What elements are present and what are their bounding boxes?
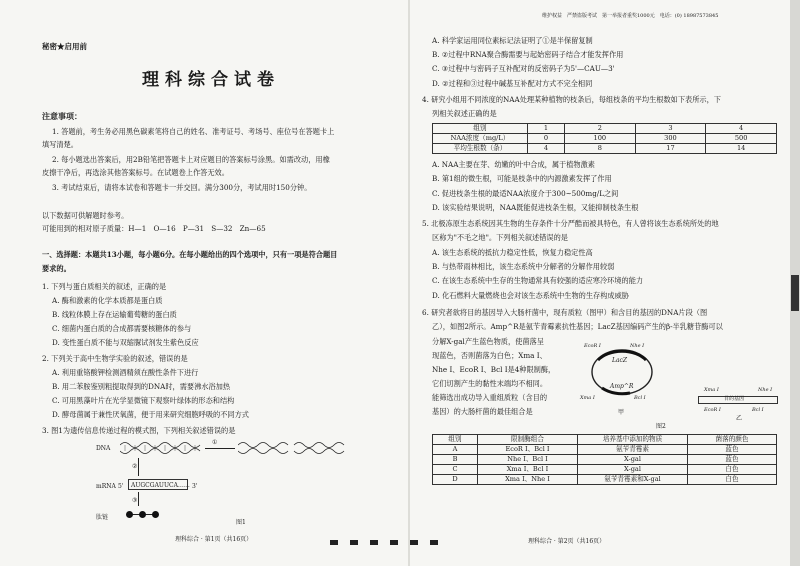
question-3: 3. 图1为遗传信息传递过程的模式图，下列相关叙述错误的是 [42, 426, 236, 435]
amp-label: Amp^R [610, 383, 634, 390]
table-cell: 组别 [433, 124, 528, 134]
scan-mark [350, 540, 358, 545]
dna-copies [238, 440, 348, 458]
notice-line: 1. 答题前，考生务必用黑色碳素笔将自己的姓名、准考证号、考场号、座位号在答题卡上 [52, 127, 335, 136]
table-cell: 平均生根数（条） [433, 144, 528, 154]
notice-line: 2. 每小题选出答案后，用2B铅笔把答题卡上对应题目的答案标号涂黑。如需改动，用橡 [52, 155, 330, 164]
dna-double-helix [120, 440, 202, 458]
table-cell: 0 [528, 134, 565, 144]
table-cell: 2 [564, 124, 635, 134]
question-5: 5. 北极冻原生态系统因其生物的生存条件十分严酷而被具特色，有人曾将该生态系统所处的地 [422, 219, 719, 228]
arrow-label-2: ② [132, 463, 138, 470]
question-4: 4. 研究小组用不同浓度的NAA处理某种植物的枝条后，每组枝条的平均生根数如下表所示，下 [422, 95, 721, 104]
table-cell: 组别 [433, 435, 478, 445]
notice-line: 3. 考试结束后，请将本试卷和答题卡一并交回。满分300分，考试用时150分钟。 [52, 183, 312, 192]
table-cell: 14 [706, 144, 777, 154]
figure-2-caption: 图2 [656, 423, 666, 430]
table-row [433, 144, 777, 154]
notice-line: 皮擦干净后，再选涂其他答案标号。在试题卷上作答无效。 [42, 168, 229, 177]
question-6-cont: Nhe Ⅰ、EcoR Ⅰ、Bcl Ⅰ是4种限制酶， [432, 365, 556, 374]
target-gene-label: 目的基因 [724, 396, 745, 402]
option: B. 与热带雨林相比，该生态系统中分解者的分解作用较弱 [432, 262, 615, 271]
table-row [433, 134, 777, 144]
table-row [433, 435, 777, 445]
table-cell: Xma Ⅰ、Bcl Ⅰ [478, 465, 578, 475]
confidential-mark: 秘密★启用前 [42, 42, 87, 51]
figure-1-caption: 图1 [236, 519, 246, 526]
ecor-site: EcoR Ⅰ [584, 343, 601, 349]
xma-site: Xma Ⅰ [580, 395, 595, 401]
figure-2 [580, 340, 786, 422]
question-6: 6. 研究者欲将目的基因导入大肠杆菌中，现有质粒（图甲）和含目的基因的DNA片段（图 [422, 308, 708, 317]
question-6-cont: 现蓝色，否则菌落为白色；Xma Ⅰ、 [432, 351, 547, 360]
arrow-label-3: ③ [132, 497, 138, 504]
edge-tab [791, 275, 799, 311]
table-cell: Xma Ⅰ、Nhe Ⅰ [478, 475, 578, 485]
scan-mark [330, 540, 338, 545]
table-cell: 500 [706, 134, 777, 144]
option: C. 可用黑藻叶片在光学显微镜下观察叶绿体的形态和结构 [52, 396, 235, 405]
question-6-cont: 它们切割产生的黏性末端均不相同。 [432, 379, 548, 388]
table-cell: 4 [706, 124, 777, 134]
arrow-2 [138, 458, 139, 476]
option: C. 细菌内蛋白质的合成都需要核糖体的参与 [52, 324, 192, 333]
table-cell: 300 [635, 134, 706, 144]
table-cell: 17 [635, 144, 706, 154]
xma-site-target: Xma Ⅰ [704, 387, 719, 393]
nhe-site: Nhe Ⅰ [630, 343, 645, 349]
scan-mark [390, 540, 398, 545]
enzyme-table [432, 434, 777, 485]
table-cell: 氨苄青霉素 [578, 445, 688, 455]
section-heading: 要求的。 [42, 264, 71, 273]
option: A. NAA主要在芽、幼嫩的叶中合成，属于植物激素 [432, 160, 595, 169]
bcl-site: Bcl Ⅰ [634, 395, 646, 401]
fragment-caption: 乙 [736, 415, 743, 422]
table-cell: X-gal [578, 465, 688, 475]
question-6-cont: 乙），如图2所示。Amp^R是氨苄青霉素抗性基因；LacZ基因编码产生的β-半乳糖苷酶可以 [432, 322, 723, 331]
table-cell: 氨苄青霉素和X-gal [578, 475, 688, 485]
arrow-3 [138, 492, 139, 506]
question-6-cont: 基因）的大肠杆菌的最佳组合是 [432, 407, 533, 416]
table-row [433, 455, 777, 465]
table-row [433, 124, 777, 134]
table-cell: 白色 [688, 475, 777, 485]
atomic-mass-line: 可能用到的相对原子质量：H—1 O—16 P—31 S—32 Zn—65 [42, 224, 266, 233]
page-footer: 理科综合 · 第2页（共16页） [528, 538, 606, 545]
bcl-site-target: Bcl Ⅰ [752, 407, 764, 413]
option: B. 第1组的微生根，可能是枝条中的内源激素发挥了作用 [432, 174, 612, 183]
table-cell: 蓝色 [688, 455, 777, 465]
table-cell: 蓝色 [688, 445, 777, 455]
table-cell: 3 [635, 124, 706, 134]
reference-line: 以下数据可供解题时参考。 [42, 211, 129, 220]
dna-label: DNA [96, 445, 111, 452]
table-cell: 1 [528, 124, 565, 134]
amino-acid [139, 511, 146, 518]
amino-acid [152, 511, 159, 518]
table-cell: 4 [528, 144, 565, 154]
option: D. 变性蛋白质不能与双缩脲试剂发生紫色反应 [52, 338, 199, 347]
page-2 [410, 0, 790, 566]
plasmid-caption: 甲 [618, 409, 625, 416]
peptide-label: 肽链 [96, 514, 109, 521]
table-cell: 限制酶组合 [478, 435, 578, 445]
table-row [433, 445, 777, 455]
option: D. 酵母菌属于兼性厌氧菌，便于用来研究细胞呼吸的不同方式 [52, 410, 249, 419]
option: D. 化石燃料大量燃烧也会对该生态系统中生物的生存构成威胁 [432, 291, 629, 300]
lacz-label: LacZ [612, 357, 628, 364]
scan-mark [370, 540, 378, 545]
section-heading: 一、选择题：本题共13小题，每小题6分。在每小题给出的四个选项中，只有一项是符合题目 [42, 250, 338, 259]
arrow-label-1: ① [212, 439, 218, 446]
nhe-site-target: Nhe Ⅰ [758, 387, 773, 393]
option: D. 该实验结果说明，NAA既能促进枝条生根，又能抑制枝条生根 [432, 203, 639, 212]
amino-acid [126, 511, 133, 518]
table-cell: 白色 [688, 465, 777, 475]
table-cell: B [433, 455, 478, 465]
question-6-cont: 能筛选出成功导入重组质粒（含目的 [432, 393, 548, 402]
table-cell: 培养基中添加的物质 [578, 435, 688, 445]
mrna-sequence: AUGCGAUUCA…… [131, 482, 190, 489]
table-row [433, 465, 777, 475]
table-cell: Nhe Ⅰ、Bcl Ⅰ [478, 455, 578, 465]
table-cell: 100 [564, 134, 635, 144]
option: A. 科学家运用同位素标记法证明了①是半保留复制 [432, 36, 593, 45]
question-1: 1. 下列与蛋白质相关的叙述，正确的是 [42, 282, 167, 291]
exam-title: 理科综合试卷 [142, 70, 280, 90]
table-cell: C [433, 465, 478, 475]
figure-1 [40, 438, 380, 528]
table-cell: 菌落的颜色 [688, 435, 777, 445]
table-cell: X-gal [578, 455, 688, 465]
option: B. ②过程中RNA聚合酶需要与起始密码子结合才能发挥作用 [432, 50, 624, 59]
question-5-cont: 区称为"不毛之地"。下列相关叙述错误的是 [432, 233, 568, 242]
page-footer: 理科综合 · 第1页（共16页） [175, 536, 253, 543]
option: D. ②过程和③过程中碱基互补配对方式不完全相同 [432, 79, 593, 88]
option: C. 在该生态系统中生存的生物通常具有较强的适应寒冷环境的能力 [432, 276, 644, 285]
naa-table [432, 123, 777, 154]
option: A. 该生态系统的抵抗力稳定性低，恢复力稳定性高 [432, 248, 593, 257]
question-4-cont: 列相关叙述正确的是 [432, 109, 497, 118]
option: A. 利用重铬酸钾检测酒精须在酸性条件下进行 [52, 368, 199, 377]
three-prime: 3' [192, 483, 198, 490]
mrna-label: mRNA [96, 483, 116, 490]
table-row [433, 475, 777, 485]
table-cell: A [433, 445, 478, 455]
scan-mark [430, 540, 438, 545]
notice-title: 注意事项： [42, 111, 82, 121]
table-cell: NAA浓度（mg/L） [433, 134, 528, 144]
scan-mark [410, 540, 418, 545]
binding-edge [790, 0, 800, 566]
question-2: 2. 下列关于高中生物学实验的叙述，错误的是 [42, 354, 188, 363]
anti-piracy-header: 维护权益 严禁盗版考试 第一举报者重奖1000元 电话：(0) 18987573845 [542, 13, 719, 19]
ecor-site-target: EcoR Ⅰ [704, 407, 721, 413]
five-prime: 5' [118, 483, 124, 490]
table-cell: 8 [564, 144, 635, 154]
question-6-cont: 分解X-gal产生蓝色物质，使菌落呈 [432, 337, 544, 346]
table-cell: D [433, 475, 478, 485]
table-cell: EcoR Ⅰ、Bcl Ⅰ [478, 445, 578, 455]
option: B. 用二苯胺鉴别粗提取得到的DNA时，需要沸水浴加热 [52, 382, 231, 391]
arrow-1 [205, 448, 235, 449]
notice-line: 填写清楚。 [42, 140, 78, 149]
option: C. ③过程中与密码子互补配对的反密码子为5'—CAU—3' [432, 64, 615, 73]
option: B. 线粒体膜上存在运输葡萄糖的蛋白质 [52, 310, 177, 319]
option: A. 酶和激素的化学本质都是蛋白质 [52, 296, 163, 305]
option: C. 促进枝条生根的最适NAA浓度介于300~500mg/L之间 [432, 189, 619, 198]
